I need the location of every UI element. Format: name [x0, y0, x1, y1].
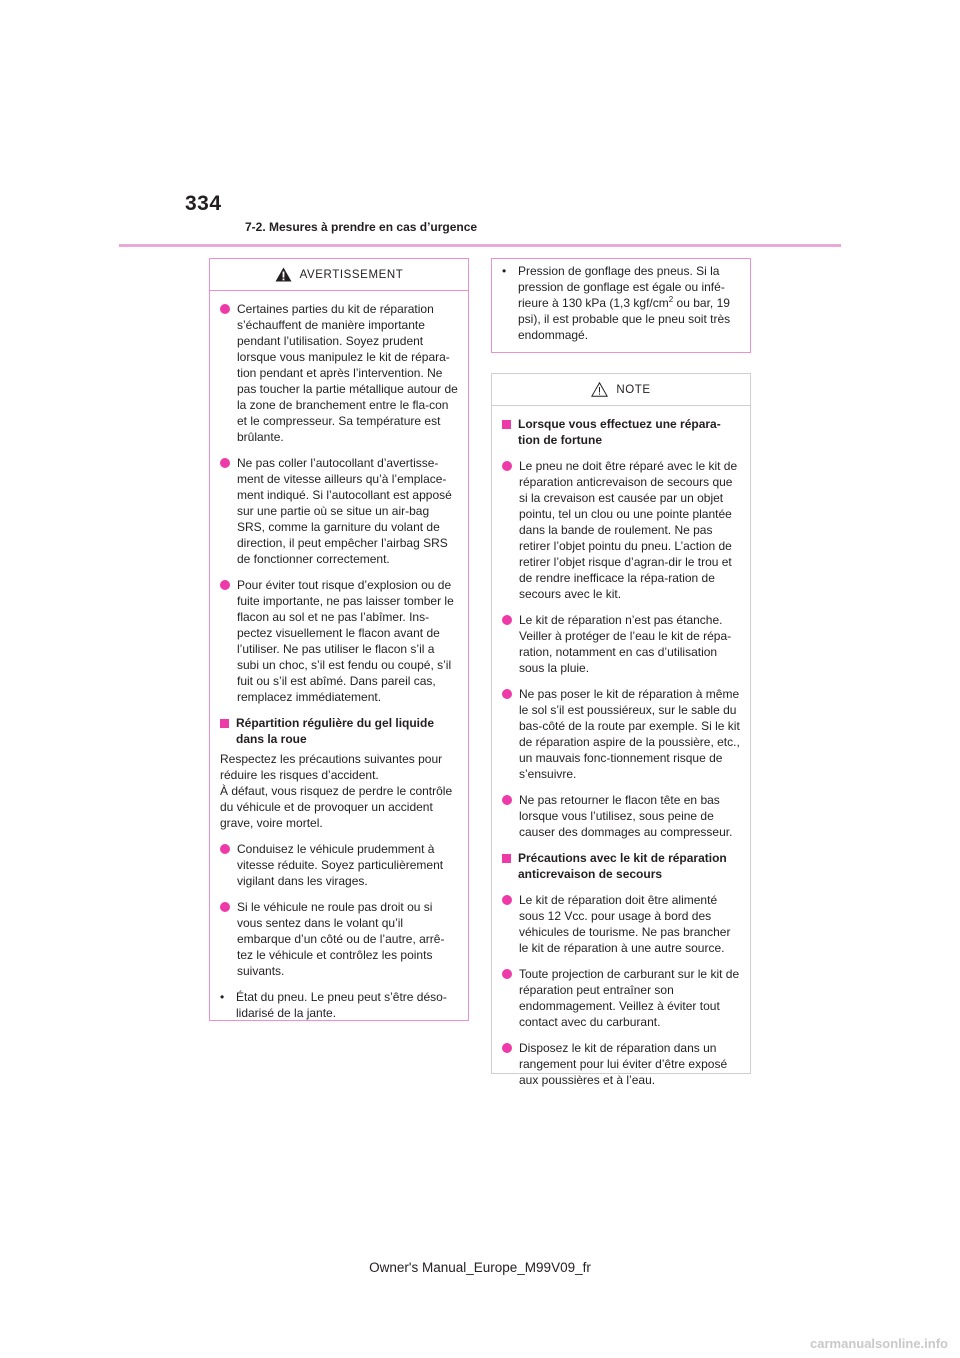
paragraph: À défaut, vous risquez de perdre le contrôle du véhicule et de provoquer un accident grave, voire mortel.: [220, 784, 453, 830]
list-item: Certaines parties du kit de réparation s’échauffent de manière importante pendant l’utilisation. Soyez prudent lorsque vous manipulez le kit de répara-tion pendant et après l’intervention. Ne pas toucher la partie métallique autour de la zone de branchement entre le fla-con et le compresseur. Sa température est brûlante.: [220, 301, 458, 445]
subheading: Répartition régulière du gel liquide dans la roue: [220, 715, 458, 747]
list-item: Si le véhicule ne roule pas droit ou si vous sentez dans le volant qu’il embarque d’un côté ou de l’autre, arrê-tez le véhicule et contrôlez les points suivants.: [220, 899, 458, 979]
caution-triangle-icon: [591, 382, 608, 397]
list-item: Le pneu ne doit être réparé avec le kit de réparation anticrevaison de secours que si la crevaison est causée par un objet pointu, tel un clou ou une pointe plantée dans la bande de roulement. Ne pas retirer l’objet pointu du pneu. L’action de retirer l’objet risque d’agran-dir le trou et de rendre inefficace la répa-ration de secours avec le kit.: [502, 458, 740, 602]
list-item: Ne pas retourner le flacon tête en bas lorsque vous l’utilisez, sous peine de causer des dommages au compresseur.: [502, 792, 740, 840]
section-title: 7-2. Mesures à prendre en cas d’urgence: [245, 220, 478, 234]
dash-bullet-icon: •: [220, 990, 225, 1004]
paragraph: Respectez les précautions suivantes pour réduire les risques d’accident.: [220, 752, 443, 782]
note-box: [491, 373, 751, 1087]
bullet-dot-icon: [502, 1043, 512, 1053]
dash-item: • Pression de gonflage des pneus. Si la pression de gonflage est égale ou infé-rieure à 130 kPa (1,3 kgf/$cm^2$ ou bar, 19 psi), il est probable que le pneu soit très endommagé.: [502, 264, 731, 342]
square-bullet-icon: [502, 420, 511, 429]
list-item: Toute projection de carburant sur le kit de réparation peut entraîner son endommagement. Veillez à éviter tout contact avec du carburant.: [502, 966, 740, 1030]
bullet-dot-icon: [220, 902, 230, 912]
page-number: 334: [185, 192, 222, 215]
bullet-dot-icon: [502, 689, 512, 699]
warning-header: [210, 259, 468, 291]
bullet-dot-icon: [502, 461, 512, 471]
watermark: carmanualsonline.info: [810, 1336, 948, 1351]
list-item: Pour éviter tout risque d’explosion ou de fuite importante, ne pas laisser tomber le flacon au sol et ne pas l’abîmer. Ins-pectez visuellement le flacon avant de l’utiliser. Ne pas utiliser le flacon s’il a subi un choc, s’il est fendu ou coupé, s’il fuit ou s’il est abîmé. Dans pareil cas, remplacez immédiatement.: [220, 577, 458, 705]
list-item: Le kit de réparation n’est pas étanche. Veiller à protéger de l’eau le kit de répa-ration, notamment en cas d’utilisation sous la pluie.: [502, 612, 740, 676]
dash-item: • État du pneu. Le pneu peut s’être déso-lidarisé de la jante.: [220, 990, 447, 1020]
square-bullet-icon: [502, 854, 511, 863]
header-rule: [119, 244, 841, 247]
bullet-dot-icon: [220, 580, 230, 590]
warning-box: [209, 258, 469, 1021]
bullet-dot-icon: [220, 458, 230, 468]
subheading: Précautions avec le kit de réparation anticrevaison de secours: [502, 850, 740, 882]
bullet-dot-icon: [220, 844, 230, 854]
list-item: Le kit de réparation doit être alimenté sous 12 Vcc. pour usage à bord des véhicules de tourisme. Ne pas brancher le kit de réparation à une autre source.: [502, 892, 740, 956]
note-title: NOTE: [616, 383, 651, 396]
list-item: Ne pas poser le kit de réparation à même le sol s’il est poussiéreux, sur le sable du bas-côté de la route par exemple. Si le kit de réparation aspire de la poussière, etc., un mauvais fonc-tionnement risque de s’ensuivre.: [502, 686, 740, 782]
warning-continuation-box: [491, 258, 751, 353]
note-header: [492, 374, 750, 406]
square-bullet-icon: [220, 719, 229, 728]
dash-bullet-icon: •: [502, 264, 507, 278]
subheading: Lorsque vous effectuez une répara-tion de fortune: [502, 416, 740, 448]
bullet-dot-icon: [502, 969, 512, 979]
list-item: Conduisez le véhicule prudemment à vitesse réduite. Soyez particulièrement vigilant dans les virages.: [220, 841, 458, 889]
bullet-dot-icon: [502, 615, 512, 625]
list-item: Ne pas coller l’autocollant d’avertisse-ment de vitesse ailleurs qu’à l’emplace-ment indiqué. Si l’autocollant est apposé sur une partie où se situe un air-bag SRS, comme la garniture du volant de direction, il peut empêcher l’airbag SRS de fonctionner correctement.: [220, 455, 458, 567]
warning-triangle-icon: [275, 267, 292, 282]
bullet-dot-icon: [220, 304, 230, 314]
bullet-dot-icon: [502, 795, 512, 805]
footer-text: Owner's Manual_Europe_M99V09_fr: [369, 1260, 591, 1275]
list-item: Disposez le kit de réparation dans un rangement pour lui éviter d’être exposé aux poussières et à l’eau.: [502, 1040, 740, 1088]
warning-title: AVERTISSEMENT: [299, 268, 404, 281]
bullet-dot-icon: [502, 895, 512, 905]
